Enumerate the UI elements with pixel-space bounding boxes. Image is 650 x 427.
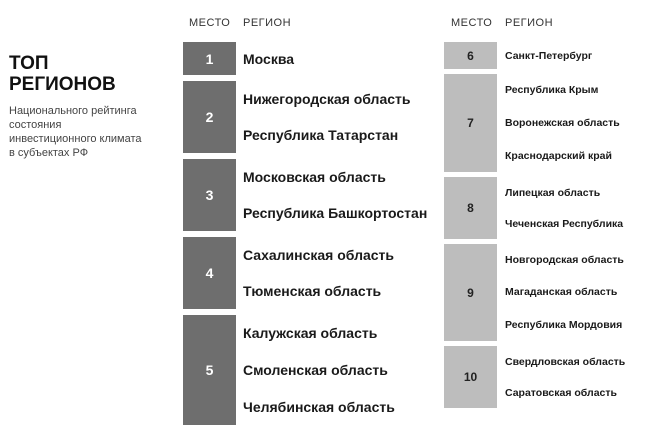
rank-box: 10: [444, 346, 497, 408]
region-list: [243, 315, 395, 425]
region-name: Тюменская область: [243, 283, 382, 299]
rank-group-9: [444, 244, 624, 341]
region-name: Республика Крым: [505, 84, 599, 97]
left-place-header: МЕСТО: [189, 17, 231, 29]
rank-group-8: [444, 177, 623, 239]
region-name: Московская область: [243, 169, 386, 185]
rank-box: 3: [183, 159, 236, 231]
region-name: Саратовская область: [505, 386, 617, 399]
region-name: Магаданская область: [505, 286, 618, 299]
page-title: ТОП РЕГИОНОВ: [9, 53, 116, 95]
region-name: Воронежская область: [505, 116, 620, 129]
region-name: Калужская область: [243, 325, 378, 342]
region-list: [505, 177, 623, 239]
rank-group-5: [183, 315, 395, 425]
rank-box: 4: [183, 237, 236, 309]
rank-group-1: [183, 42, 294, 75]
left-region-header: РЕГИОН: [243, 17, 292, 29]
rank-group-7: [444, 74, 620, 172]
region-name: Новгородская область: [505, 254, 624, 267]
region-name: Свердловская область: [505, 355, 626, 368]
page-subtitle: Национального рейтинга состояния инвестиционного климата в субъектах РФ: [9, 105, 142, 159]
region-name: Республика Мордовия: [505, 318, 623, 331]
region-name: Липецкая область: [505, 186, 601, 199]
region-name: Челябинская область: [243, 398, 395, 415]
right-region-header: РЕГИОН: [505, 17, 554, 29]
region-list: [505, 244, 624, 341]
region-name: Республика Башкортостан: [243, 205, 428, 221]
rank-group-4: [183, 237, 394, 309]
right-place-header: МЕСТО: [451, 17, 493, 29]
region-list: [243, 159, 427, 231]
region-name: Краснодарский край: [505, 149, 612, 162]
rank-box: 5: [183, 315, 236, 425]
region-name: Москва: [243, 50, 295, 67]
intro-block: [9, 53, 159, 160]
region-name: Сахалинская область: [243, 247, 395, 263]
region-list: [505, 346, 625, 408]
region-name: Чеченская Республика: [505, 217, 624, 230]
region-name: Республика Татарстан: [243, 127, 399, 143]
rank-group-3: [183, 159, 427, 231]
region-list: [505, 42, 592, 69]
rank-box: 9: [444, 244, 497, 341]
region-name: Санкт-Петербург: [505, 49, 593, 62]
rank-group-2: [183, 81, 410, 153]
region-name: Смоленская область: [243, 361, 388, 378]
rank-group-6: [444, 42, 592, 69]
rank-box: 6: [444, 42, 497, 69]
region-list: [505, 74, 620, 172]
region-list: [243, 42, 294, 75]
region-list: [243, 81, 410, 153]
rank-box: 8: [444, 177, 497, 239]
rank-box: 2: [183, 81, 236, 153]
rank-box: 1: [183, 42, 236, 75]
rank-group-10: [444, 346, 625, 408]
rank-box: 7: [444, 74, 497, 172]
region-list: [243, 237, 394, 309]
region-name: Нижегородская область: [243, 91, 411, 107]
